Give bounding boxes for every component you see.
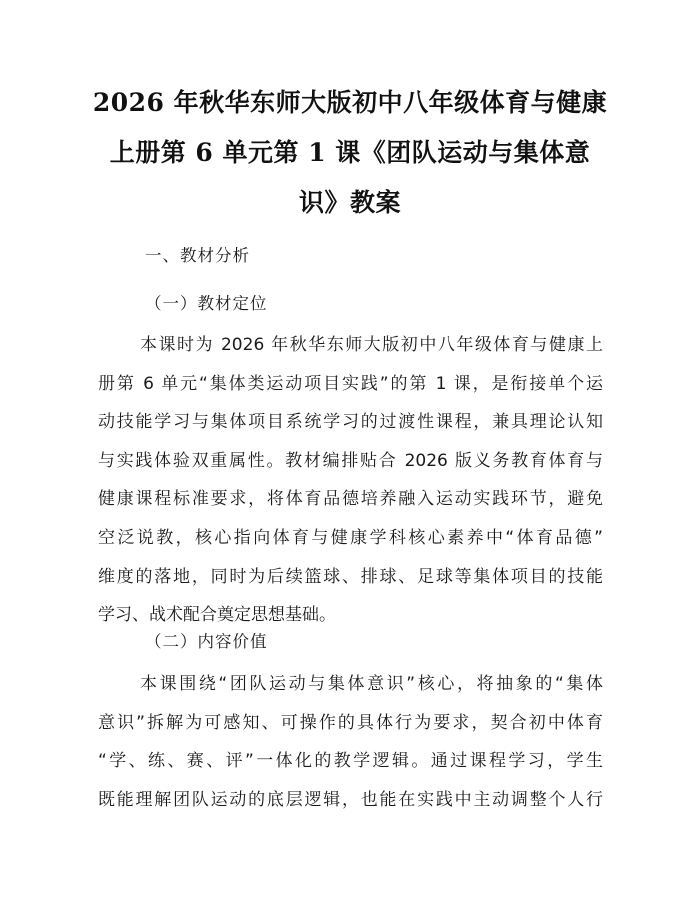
subsection-heading-content-value: （二）内容价值	[145, 632, 268, 651]
title-line-2: 上册第 6 单元第 1 课《团队运动与集体意	[109, 138, 591, 167]
paragraph-line: 学习、战术配合奠定思想基础。	[98, 605, 336, 626]
paragraph-line: “学、练、赛、评”一体化的教学逻辑。通过课程学习，学生	[98, 751, 603, 772]
paragraph-line: 空泛说教，核心指向体育与健康学科核心素养中“体育品德”	[98, 527, 603, 548]
paragraph-line: 册第 6 单元“集体类运动项目实践”的第 1 课，是衔接单个运	[98, 373, 603, 394]
paragraph-line: 既能理解团队运动的底层逻辑，也能在实践中主动调整个人行	[98, 789, 603, 810]
title-line-1: 2026 年秋华东师大版初中八年级体育与健康	[92, 88, 608, 117]
paragraph-line: 本课围绕“团队运动与集体意识”核心，将抽象的“集体	[140, 674, 603, 694]
paragraph-line: 本课时为 2026 年秋华东师大版初中八年级体育与健康上	[140, 335, 603, 355]
subsection-heading-material-positioning: （一）教材定位	[145, 294, 268, 313]
section-heading-teaching-material-analysis: 一、教材分析	[145, 246, 250, 265]
paragraph-line: 意识”拆解为可感知、可操作的具体行为要求，契合初中体育	[98, 712, 603, 733]
paragraph-line: 健康课程标准要求，将体育品德培养融入运动实践环节，避免	[98, 489, 603, 510]
paragraph-content-value	[98, 665, 603, 819]
document-title	[90, 78, 610, 228]
paragraph-line: 维度的落地，同时为后续篮球、排球、足球等集体项目的技能	[98, 566, 603, 587]
paragraph-line: 动技能学习与集体项目系统学习的过渡性课程，兼具理论认知	[98, 412, 603, 433]
paragraph-material-positioning	[98, 326, 603, 635]
title-line-3: 识》教案	[298, 188, 401, 217]
paragraph-line: 与实践体验双重属性。教材编排贴合 2026 版义务教育体育与	[98, 450, 603, 471]
